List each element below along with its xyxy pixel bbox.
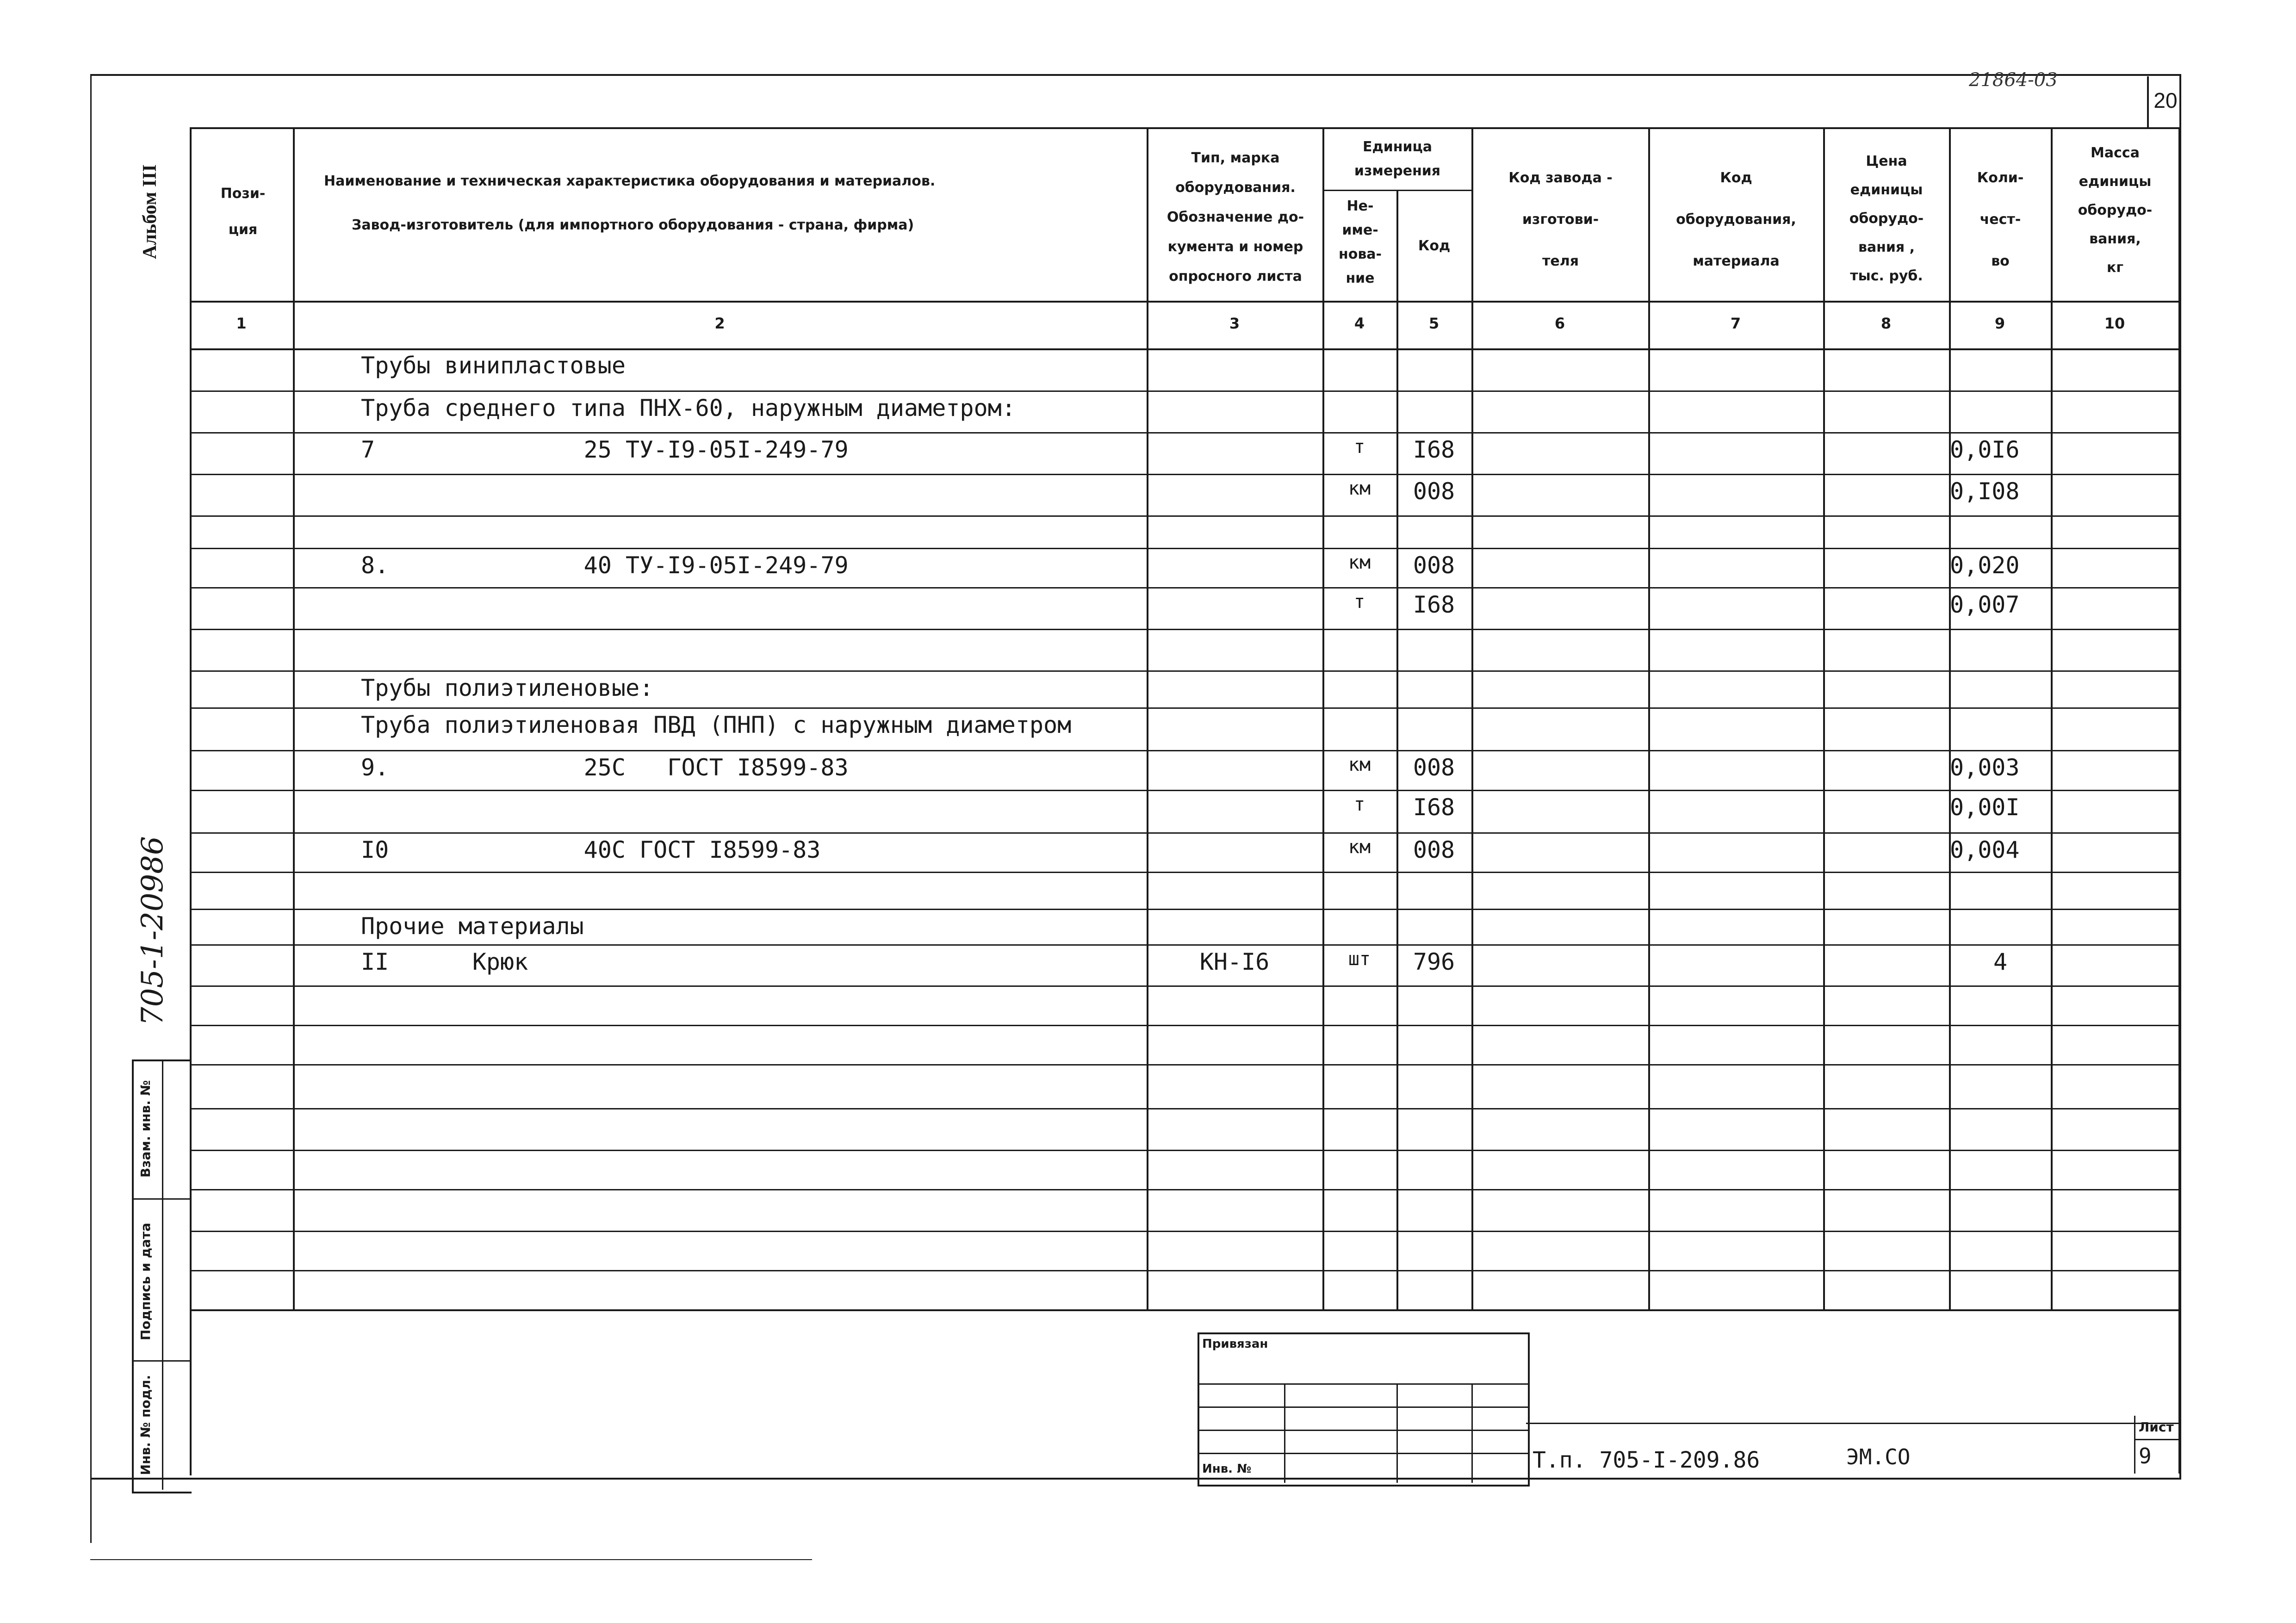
row-code: I68 — [1413, 436, 1455, 463]
header-price: Цена единицы оборудо- вания , тыс. руб. — [1849, 153, 1924, 284]
row-qty: 0,003 — [1950, 754, 2020, 781]
row-line — [190, 909, 2179, 910]
row-unit: км — [1348, 836, 1371, 858]
colnum-8: 8 — [1880, 315, 1892, 332]
linked-label: Привязан — [1202, 1337, 1268, 1351]
colnum-10: 10 — [2104, 315, 2125, 332]
colnum-2: 2 — [714, 315, 725, 332]
header-plant-code: Код завода - изготови- теля — [1508, 170, 1613, 269]
row-code: I68 — [1413, 591, 1455, 618]
header-name-line2: Завод-изготовитель (для импортного оборудования - страна, фирма) — [352, 217, 914, 233]
row-line — [190, 985, 2179, 987]
row-code: 008 — [1413, 754, 1455, 781]
header-name-line1: Наименование и техническая характеристика оборудования и материалов. — [324, 173, 936, 189]
row-name: 8. 40 ТУ-I9-05I-249-79 — [361, 552, 849, 579]
colnum-1: 1 — [236, 315, 247, 332]
row-code: 796 — [1413, 948, 1455, 975]
row-name: 7 25 ТУ-I9-05I-249-79 — [361, 436, 849, 463]
row-line — [190, 474, 2179, 475]
row-line — [190, 832, 2179, 834]
row-doc: КН-I6 — [1199, 948, 1270, 975]
row-name: Прочие материалы — [361, 913, 584, 940]
row-line — [190, 1108, 2179, 1109]
stamp-vline-1 — [1284, 1383, 1285, 1483]
title-block-top — [1526, 1423, 2179, 1424]
row-line — [190, 872, 2179, 873]
row-line — [190, 707, 2179, 709]
colnum-7: 7 — [1730, 315, 1741, 332]
row-qty: 4 — [1993, 948, 2008, 975]
colnum-5: 5 — [1428, 315, 1440, 332]
colnum-4: 4 — [1354, 315, 1365, 332]
row-unit: км — [1348, 552, 1371, 573]
col-line-7 — [1823, 127, 1825, 1309]
sheet-label: Лист — [2139, 1419, 2174, 1435]
row-name: II Крюк — [361, 948, 528, 975]
stamp-line-2 — [1198, 1406, 1528, 1408]
stamp-line-4 — [1198, 1453, 1528, 1454]
side-stamp-row1 — [132, 1198, 190, 1200]
header-bottom-line — [190, 301, 2179, 303]
header-unit-name: Не- име- нова- ние — [1338, 198, 1382, 286]
row-qty: 0,0I6 — [1950, 436, 2020, 463]
header-position: Пози- ция — [220, 186, 266, 238]
bottom-trim-line — [90, 1559, 812, 1560]
row-unit: км — [1348, 754, 1371, 775]
col-line-1 — [293, 127, 295, 1309]
row-line — [190, 587, 2179, 588]
row-line — [190, 944, 2179, 946]
header-qty: Коли- чест- во — [1977, 170, 2024, 269]
header-mass: Масса единицы оборудо- вания, кг — [2078, 145, 2153, 276]
col-line-9 — [2051, 127, 2053, 1309]
row-line — [190, 1064, 2179, 1065]
row-code: 008 — [1413, 478, 1455, 505]
row-qty: 0,I08 — [1950, 478, 2020, 505]
table-body-bottom — [190, 1309, 2179, 1311]
row-line — [190, 432, 2179, 434]
row-unit: т — [1353, 436, 1365, 458]
unit-group-line — [1322, 190, 1471, 191]
row-line — [190, 1189, 2179, 1190]
row-code: 008 — [1413, 552, 1455, 579]
page-number: 20 — [2153, 88, 2178, 112]
stamp-line-3 — [1198, 1430, 1528, 1431]
side-stamp-label-3: Инв. № подл. — [138, 1375, 153, 1475]
album-label: Альбом III — [139, 164, 161, 259]
header-unit-code: Код — [1418, 238, 1451, 254]
row-qty: 0,020 — [1950, 552, 2020, 579]
row-line — [190, 629, 2179, 630]
col-line-10 — [2178, 127, 2180, 1474]
side-stamp-divider — [162, 1059, 163, 1490]
outer-left-line — [90, 74, 92, 1543]
sheet-number: 9 — [2139, 1443, 2152, 1468]
row-line — [190, 515, 2179, 517]
handwritten-number: 705-1-20986 — [136, 836, 170, 1026]
title-block-sheet-divider — [2134, 1439, 2179, 1440]
col-line-3 — [1322, 127, 1324, 1309]
stamp-vline-3 — [1471, 1383, 1473, 1483]
row-qty: 0,00I — [1950, 794, 2020, 821]
row-unit: т — [1353, 794, 1365, 815]
col-line-2 — [1147, 127, 1148, 1309]
row-name: Труба полиэтиленовая ПВД (ПНП) с наружным диаметром — [361, 712, 1072, 738]
document-designation: Т.п. 705-I-209.86 — [1533, 1447, 1760, 1473]
row-line — [190, 1270, 2179, 1271]
col-line-6 — [1648, 127, 1650, 1309]
header-unit-group: Единица измерения — [1354, 139, 1441, 179]
col-line-5 — [1471, 127, 1473, 1309]
row-line — [190, 1231, 2179, 1232]
row-line — [190, 1025, 2179, 1026]
row-line — [190, 670, 2179, 672]
row-code: 008 — [1413, 836, 1455, 863]
row-name: Трубы полиэтиленовые: — [361, 675, 654, 701]
stamp-vline-2 — [1396, 1383, 1398, 1483]
row-line — [190, 390, 2179, 392]
row-name: Труба среднего типа ПНХ-60, наружным диаметром: — [361, 395, 1016, 421]
row-line — [190, 750, 2179, 751]
row-unit: шт — [1348, 948, 1371, 970]
colnum-9: 9 — [1994, 315, 2005, 332]
colnum-bottom-line — [190, 348, 2179, 350]
stamp-line-1 — [1198, 1383, 1528, 1385]
row-name: 9. 25С ГОСТ I8599-83 — [361, 754, 849, 781]
header-equip-code: Код оборудования, материала — [1676, 170, 1796, 269]
row-unit: км — [1348, 478, 1371, 499]
row-qty: 0,004 — [1950, 836, 2020, 863]
row-code: I68 — [1413, 794, 1455, 821]
row-name: I0 40С ГОСТ I8599-83 — [361, 836, 821, 863]
colnum-6: 6 — [1554, 315, 1565, 332]
col-line-8 — [1949, 127, 1951, 1309]
corner-note: 21864-03 — [1969, 69, 2058, 91]
colnum-3: 3 — [1229, 315, 1240, 332]
header-type: Тип, марка оборудования. Обозначение до- кумента и номер опросного листа — [1167, 150, 1304, 285]
row-unit: т — [1353, 591, 1365, 613]
row-line — [190, 548, 2179, 549]
side-stamp-label-2: Подпись и дата — [138, 1222, 153, 1341]
inv-no-label: Инв. № — [1202, 1462, 1252, 1476]
title-block-sheet-line — [2134, 1416, 2135, 1474]
row-qty: 0,007 — [1950, 591, 2020, 618]
col-line-4 — [1396, 190, 1398, 1309]
row-name: Трубы винипластовые — [361, 352, 626, 379]
row-line — [190, 790, 2179, 791]
side-stamp-label-1: Взам. инв. № — [138, 1080, 153, 1178]
document-code: ЭМ.СО — [1846, 1444, 1911, 1469]
row-line — [190, 1150, 2179, 1151]
